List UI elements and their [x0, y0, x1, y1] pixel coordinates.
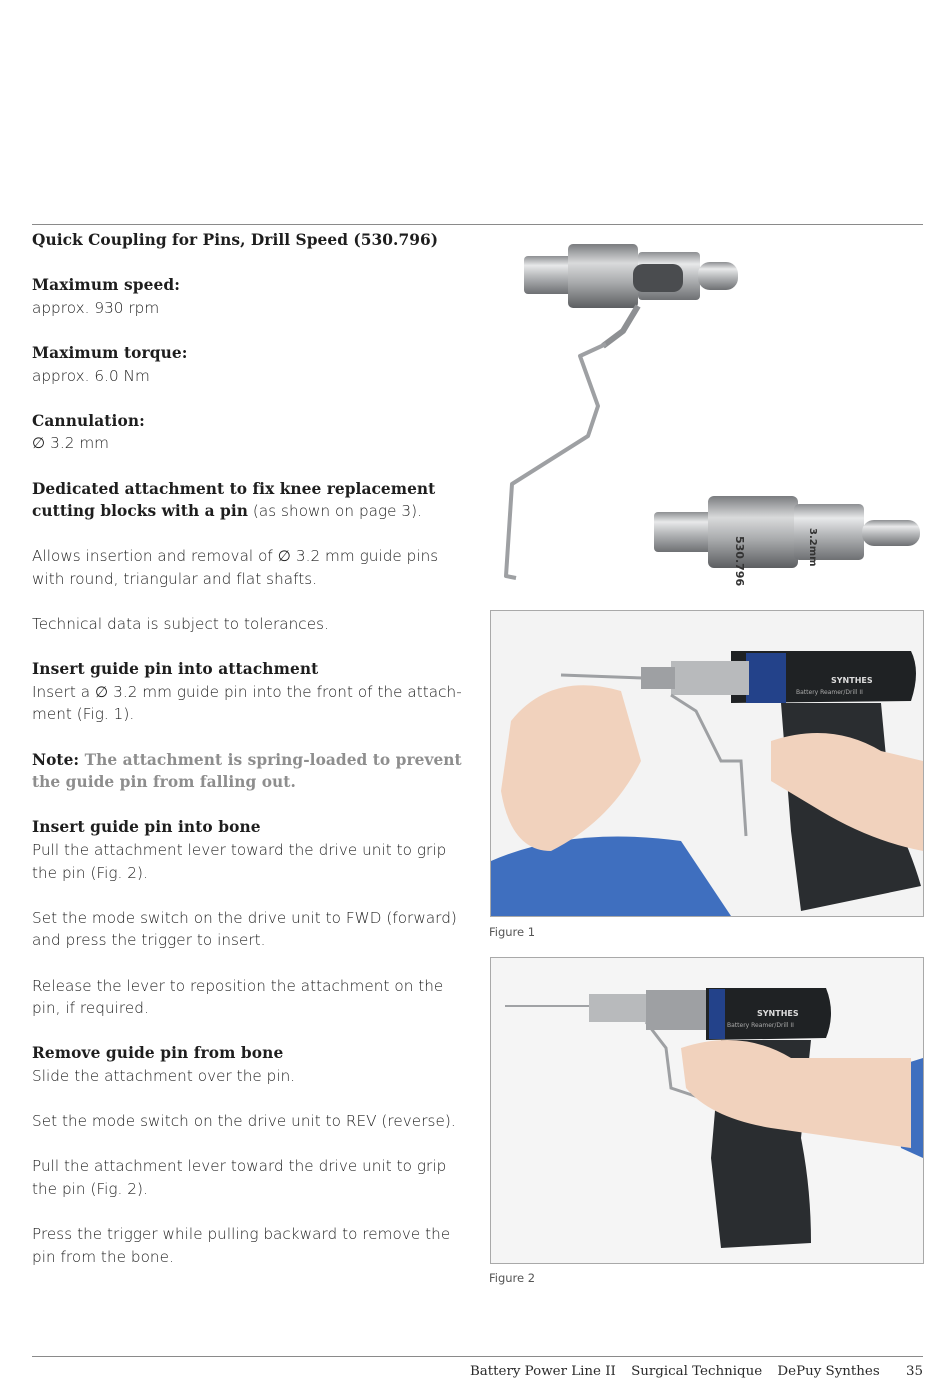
- spec-torque: [32, 342, 472, 387]
- spec-label: Maximum torque:: [32, 343, 188, 362]
- footer-doc-type: Surgical Technique: [631, 1364, 763, 1379]
- footer-company: DePuy Synthes: [777, 1364, 880, 1379]
- spec-value: approx. 930 rpm: [32, 298, 160, 317]
- remove-bone-step-3: Pull the attachment lever toward the drive unit to grip the pin (Fig. 2).: [32, 1157, 447, 1198]
- spec-cannulation: [32, 410, 472, 455]
- figure-1-caption: Figure 1: [489, 925, 536, 939]
- spec-value: ∅ 3.2 mm: [32, 434, 110, 453]
- remove-bone-step-4: Press the trigger while pulling backward to remove the pin from the bone.: [32, 1225, 451, 1266]
- device-model-label: Battery Reamer/Drill II: [796, 689, 863, 696]
- page-footer: [459, 1364, 923, 1379]
- coupling-marking-part: 530.796: [733, 536, 746, 587]
- figure-1-photo: [490, 610, 924, 917]
- device-brand-label-2: SYNTHES: [757, 1009, 799, 1018]
- note-label: Note:: [32, 750, 80, 769]
- allows-paragraph: Allows insertion and removal of ∅ 3.2 mm guide pins with round, triangular and flat shafts.: [32, 547, 439, 588]
- dedicated-bold: Dedicated attachment to fix knee replacement cutting blocks with a pin: [32, 479, 436, 521]
- coupling-product-image: [488, 236, 928, 588]
- spec-speed: [32, 274, 472, 319]
- spec-value: approx. 6.0 Nm: [32, 366, 150, 385]
- bottom-rule: [32, 1356, 923, 1357]
- device-model-label-2: Battery Reamer/Drill II: [727, 1022, 794, 1029]
- text-column: [32, 229, 472, 1291]
- remove-bone-heading: Remove guide pin from bone: [32, 1044, 284, 1063]
- step-text: Slide the attachment over the pin.: [32, 1066, 296, 1085]
- remove-bone-step-2: Set the mode switch on the drive unit to REV (reverse).: [32, 1112, 456, 1131]
- step-text: Pull the attachment lever toward the drive unit to grip the pin (Fig. 2).: [32, 841, 447, 882]
- dedicated-paragraph: [32, 478, 472, 523]
- top-rule: [32, 224, 923, 225]
- insert-bone-step-3: Release the lever to reposition the attachment on the pin, if required.: [32, 976, 444, 1018]
- insert-attachment-heading: Insert guide pin into attachment: [32, 660, 319, 679]
- dedicated-rest: (as shown on page 3).: [248, 502, 422, 521]
- spec-label: Maximum speed:: [32, 276, 181, 295]
- figure-2-caption: Figure 2: [489, 1271, 536, 1285]
- note-paragraph: [32, 749, 472, 794]
- insert-bone-step-2: Set the mode switch on the drive unit to FWD (forward) and press the trigger to insert.: [32, 908, 457, 950]
- footer-page-number: 35: [905, 1364, 923, 1379]
- section-title: Quick Coupling for Pins, Drill Speed (530.796): [32, 231, 439, 249]
- note-text: The attachment is spring-loaded to prevent the guide pin from falling out.: [32, 750, 462, 792]
- insert-bone-step-1: [32, 816, 472, 884]
- coupling-marking-size: 3.2mm: [807, 528, 818, 567]
- remove-bone-step-1: [32, 1042, 472, 1087]
- figure-2-photo: [490, 957, 924, 1264]
- footer-doc-title: Battery Power Line II: [469, 1364, 616, 1379]
- spec-label: Cannulation:: [32, 411, 145, 430]
- tolerances-paragraph: Technical data is subject to tolerances.: [32, 615, 329, 634]
- insert-attachment-section: [32, 658, 472, 726]
- device-brand-label: SYNTHES: [831, 676, 873, 685]
- insert-attachment-text: Insert a ∅ 3.2 mm guide pin into the front of the attachment (Fig. 1).: [32, 682, 462, 724]
- insert-bone-heading: Insert guide pin into bone: [32, 818, 261, 837]
